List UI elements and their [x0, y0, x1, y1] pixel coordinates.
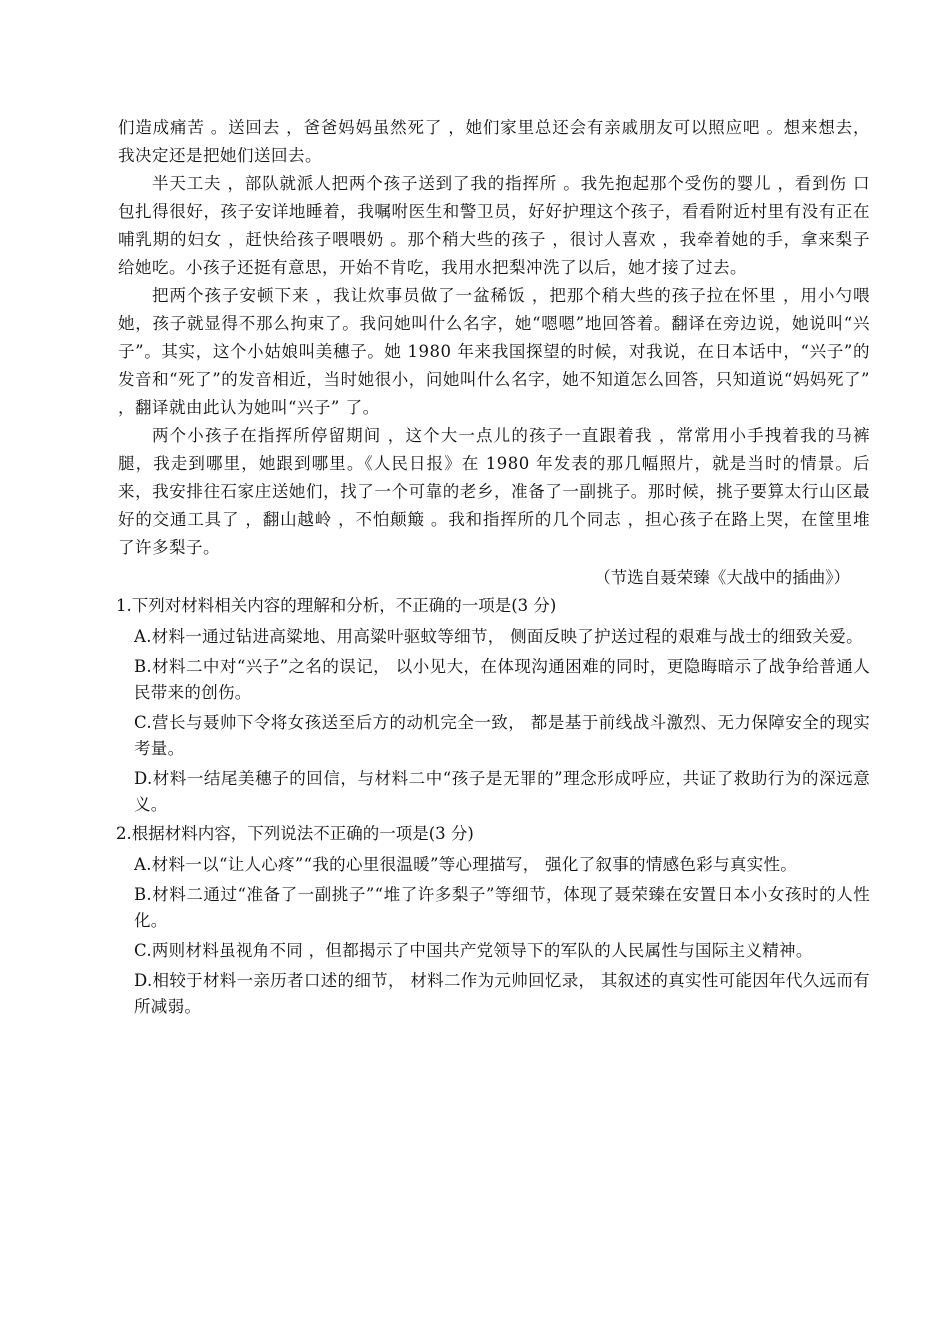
- passage-paragraph-2: 半天工夫 ，部队就派人把两个孩子送到了我的指挥所 。我先抱起那个受伤的婴儿 ，看到伤 口 包扎得很好，孩子安详地睡着，我嘱咐医生和警卫员，好好护理这个孩子，看看附近村里有没有正在哺乳期的妇女 ，赶快给孩子喂喂奶 。那个稍大些的孩子 ，很讨人喜欢 ，我牵着她的手，拿来梨子给她吃。小孩子还挺有意思，开始不肯吃，我用水把梨冲洗了以后，她才接了过去。: [118, 174, 870, 277]
- question-stem: 2.根据材料内容，下列说法不正确的一项是(3 分): [116, 824, 474, 843]
- question-1: [118, 592, 870, 818]
- question-option-a: A.材料一通过钻进高粱地、用高粱叶驱蚊等细节， 侧面反映了护送过程的艰难与战士的细致关爱。: [134, 627, 863, 646]
- question-2: [118, 820, 870, 1020]
- passage-paragraph-4: 两个小孩子在指挥所停留期间 ，这个大一点儿的孩子一直跟着我 ，常常用小手拽着我的马裤腿，我走到哪里，她跟到哪里。《人民日报》在 1980 年发表的那几幅照片，就是当时的情景。后来，我安排往石家庄送她们，找了一个可靠的老乡，准备了一副挑子。那时候，挑子要算太行山区最好的交通工具了 ，翻山越岭 ，不怕颠簸 。我和指挥所的几个同志 ，担心孩子在路上哭，在筐里堆了许多梨子。: [118, 426, 870, 557]
- passage-source: （节选自聂荣臻《大战中的插曲》）: [594, 568, 850, 587]
- passage-paragraph-3: 把两个孩子安顿下来 ，我让炊事员做了一盆稀饭 ，把那个稍大些的孩子拉在怀里 ，用小勺喂她，孩子就显得不那么拘束了。我问她叫什么名字，她“嗯嗯”地回答着。翻译在旁边说，她说叫“兴子”。其实，这个小姑娘叫美穗子。她 1980 年来我国探望的时候，对我说，在日本话中，“兴子”的发音和“死了”的发音相近，当时她很小，问她叫什么名字，她不知道怎么回答，只知道说“妈妈死了” ，翻译就由此认为她叫“兴子” 了。: [118, 286, 870, 417]
- passage-paragraph-1: 们造成痛苦 。送回去 ，爸爸妈妈虽然死了 ，她们家里总还会有亲戚朋友可以照应吧 。想来想去，我决定还是把她们送回去。: [118, 118, 870, 165]
- question-option-c: C.两则材料虽视角不同 ，但都揭示了中国共产党领导下的军队的人民属性与国际主义精神。: [134, 941, 813, 960]
- question-stem: 1.下列对材料相关内容的理解和分析，不正确的一项是(3 分): [116, 596, 557, 615]
- passage: [118, 114, 870, 592]
- question-option-a: A.材料一以“让人心疼”“我的心里很温暖”等心理描写， 强化了叙事的情感色彩与真实性。: [134, 855, 798, 874]
- question-option-b: B.材料二通过“准备了一副挑子”“堆了许多梨子”等细节，体现了聂荣臻在安置日本小女孩时的人性化。: [134, 885, 870, 930]
- question-option-d: D.相较于材料一亲历者口述的细节， 材料二作为元帅回忆录， 其叙述的真实性可能因年代久远而有所减弱。: [134, 971, 870, 1016]
- question-option-c: C.营长与聂帅下令将女孩送至后方的动机完全一致， 都是基于前线战斗激烈、无力保障安全的现实考量。: [134, 713, 870, 758]
- question-option-b: B.材料二中对“兴子”之名的误记， 以小见大，在体现沟通困难的同时，更隐晦暗示了战争给普通人民带来的创伤。: [134, 657, 870, 702]
- question-option-d: D.材料一结尾美穗子的回信，与材料二中“孩子是无罪的”理念形成呼应，共证了救助行为的深远意义。: [134, 769, 870, 814]
